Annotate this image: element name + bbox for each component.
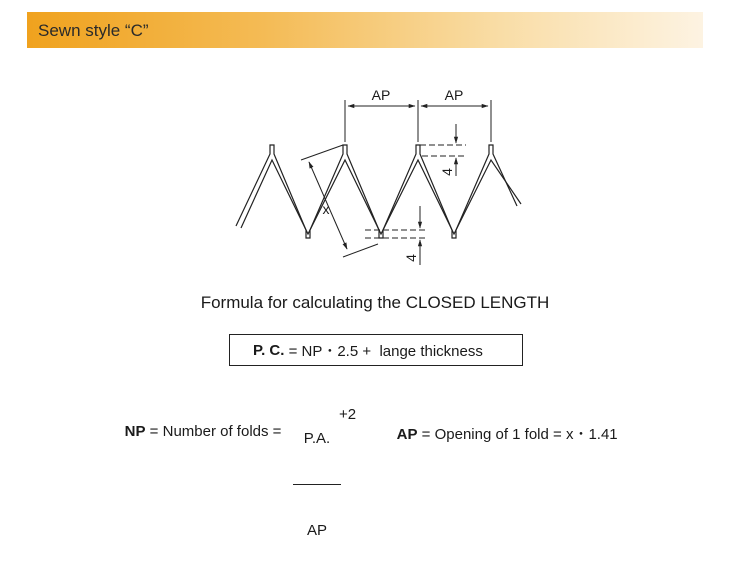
np-definition: [108, 406, 281, 457]
dim-top-label: 4: [439, 168, 455, 176]
ap-label-1: AP: [371, 87, 391, 103]
np-abbreviation: NP: [124, 423, 146, 440]
fraction-denominator: AP: [306, 522, 327, 539]
x-label: x: [322, 201, 330, 217]
pleat-zigzag: [236, 145, 521, 238]
pc-abbreviation: P. C.: [253, 341, 285, 359]
ap-dimension: [345, 100, 491, 142]
header-title: Sewn style “C”: [38, 21, 149, 40]
np-text: = Number of folds =: [145, 423, 282, 440]
ap-definition: [380, 406, 618, 461]
ap-label-2: AP: [444, 87, 464, 103]
ap-text: = Opening of 1 fold = x・1.41: [417, 426, 618, 443]
ap-abbreviation: AP: [396, 426, 418, 443]
fraction-suffix: +2: [339, 406, 357, 423]
formula-title: Formula for calculating the CLOSED LENGTH: [200, 293, 550, 312]
dim-bottom-label: 4: [403, 254, 419, 262]
fraction-numerator: P.A.: [303, 430, 331, 447]
np-ap-formula-line: [108, 396, 648, 539]
closed-length-formula-box: [229, 334, 523, 366]
pc-formula-text: = NP・2.5 + lange thickness: [284, 342, 483, 360]
